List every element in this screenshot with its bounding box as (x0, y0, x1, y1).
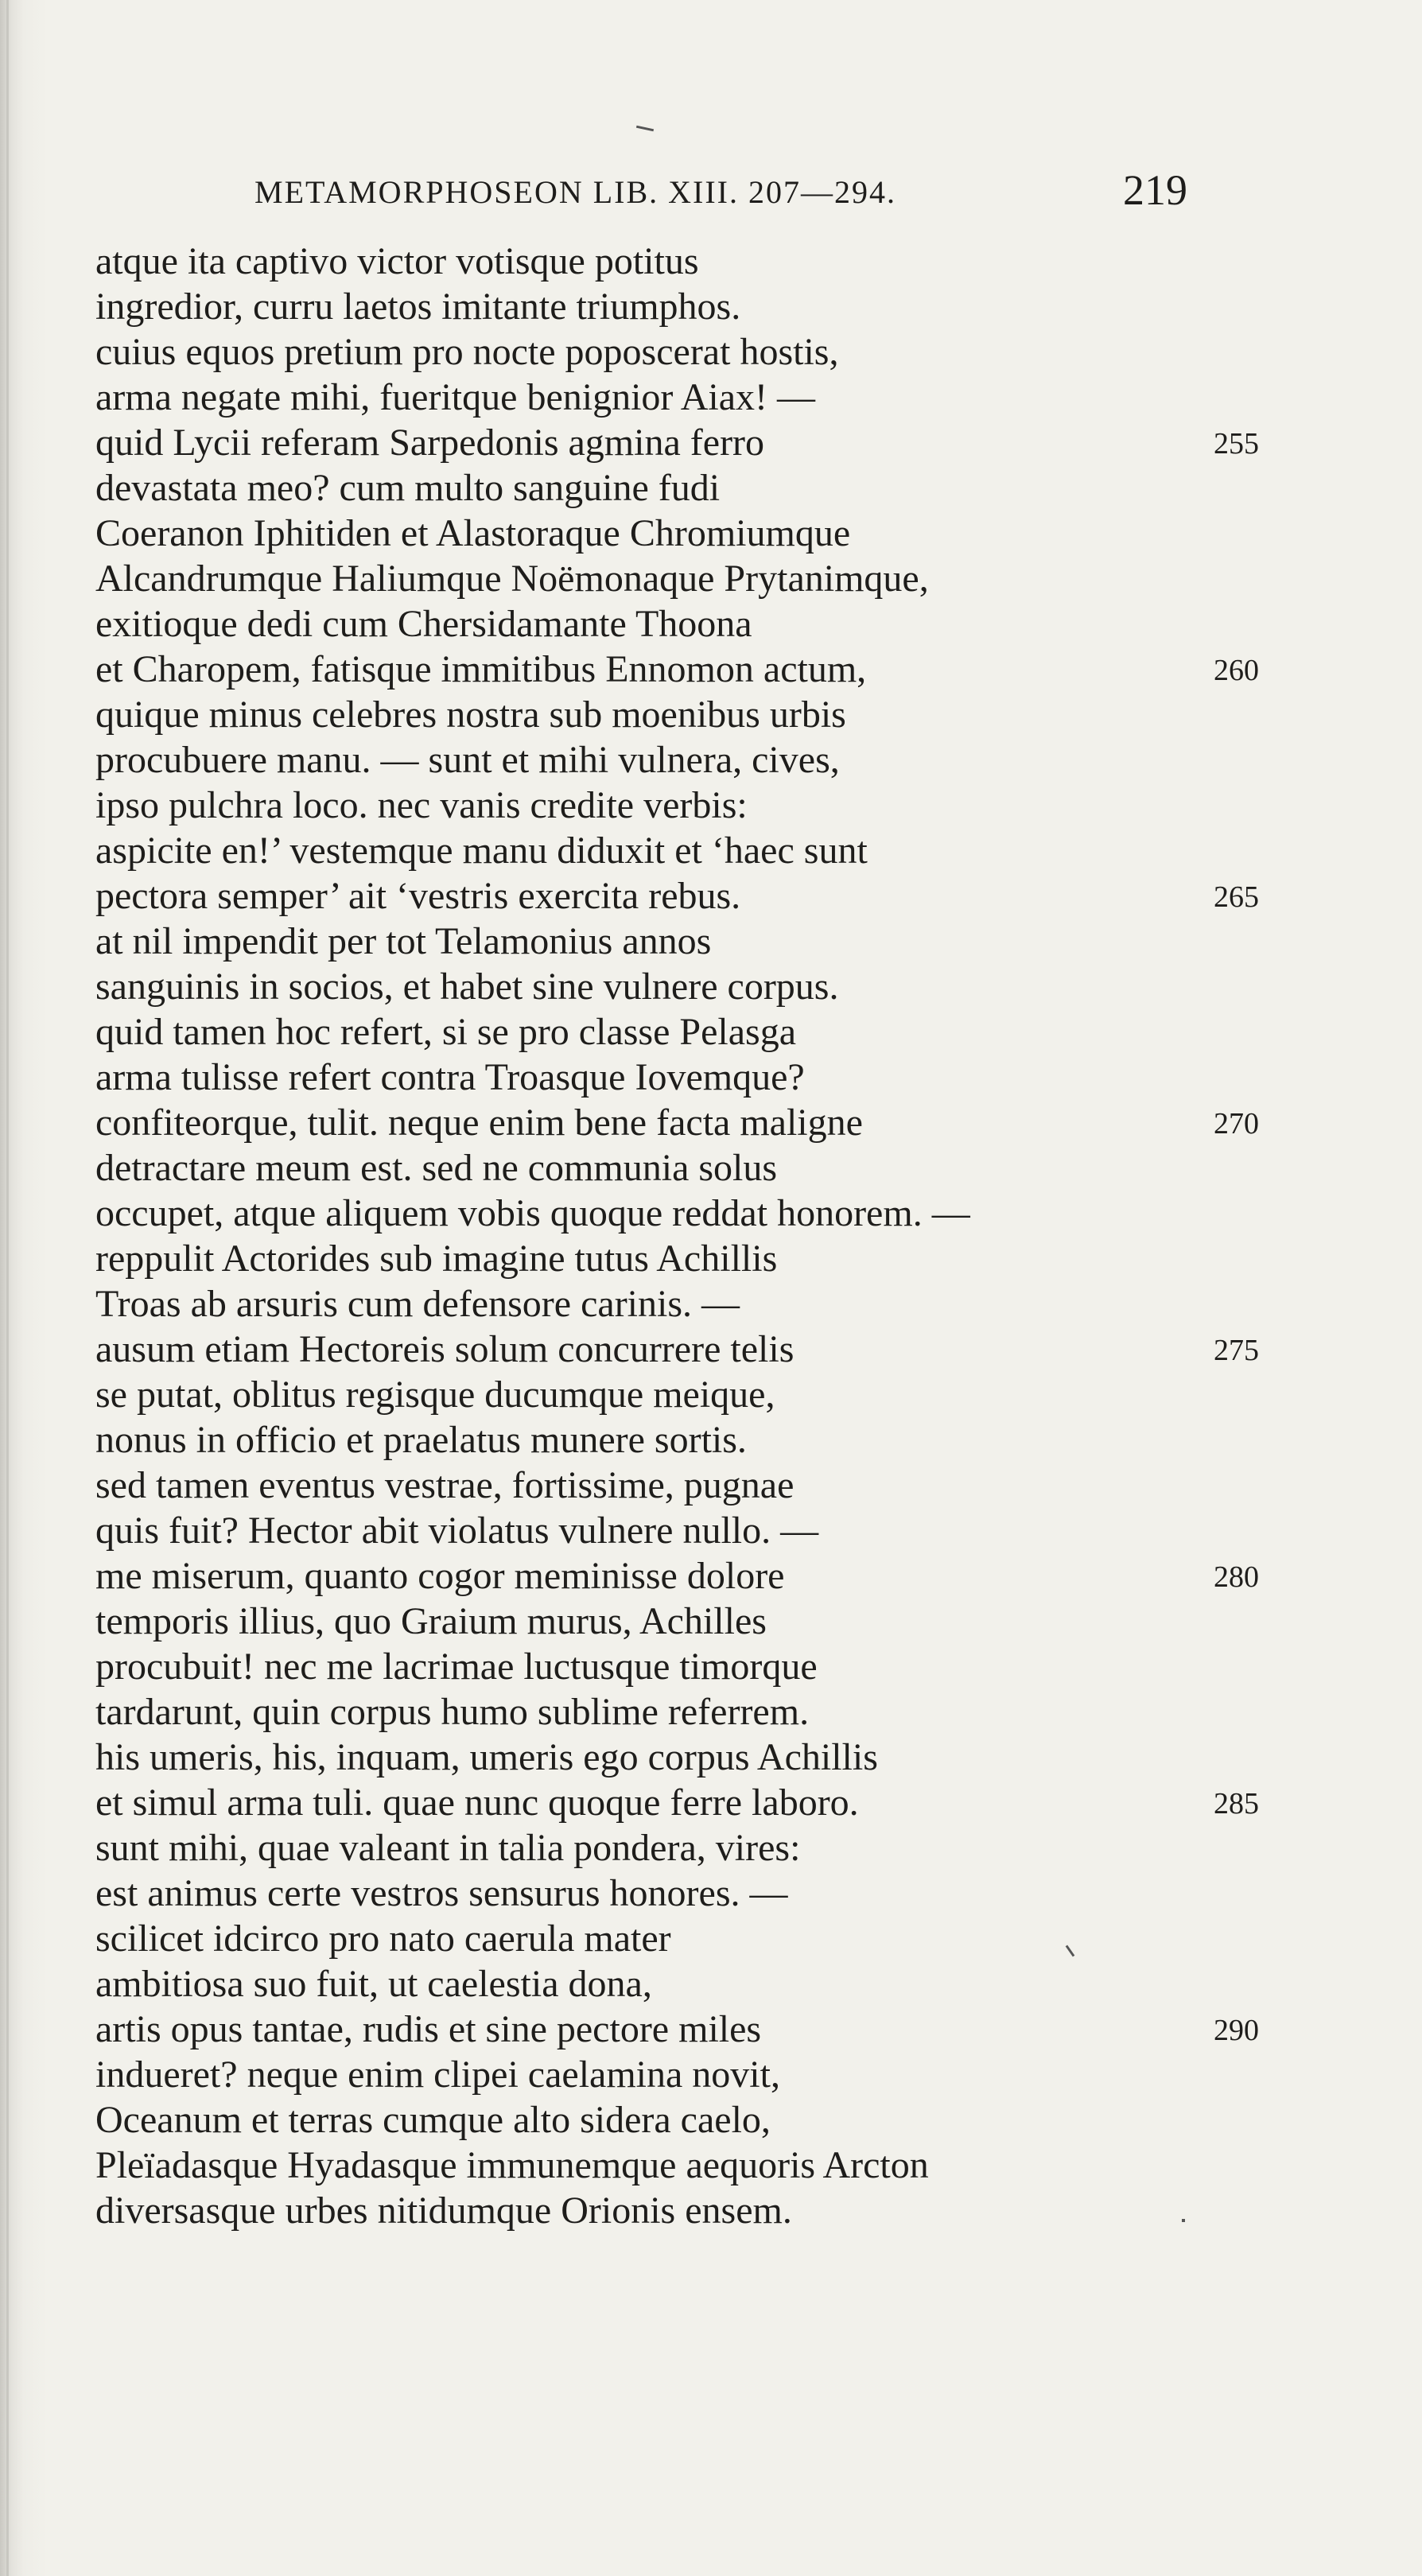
verse-line (95, 465, 1416, 511)
verse-line (95, 1644, 1416, 1689)
verse-line (95, 375, 1416, 420)
verse-line (95, 1780, 1416, 1825)
line-number: 255 (1214, 427, 1259, 460)
verse-line (95, 1871, 1416, 1916)
verse-line (95, 329, 1416, 375)
verse-line-text: est animus certe vestros sensurus honores. — (95, 1872, 788, 1914)
verse-line-text: diversasque urbes nitidumque Orionis ensem. (95, 2189, 792, 2232)
verse-line-text: confiteorque, tulit. neque enim bene facta maligne (95, 1102, 863, 1144)
verse-line (95, 1825, 1416, 1871)
verse-line (95, 1372, 1416, 1417)
verse-line (95, 1236, 1416, 1281)
verse-line-text: pectora semper’ ait ‘vestris exercita rebus. (95, 875, 741, 917)
verse-line (95, 2097, 1416, 2143)
page-header (0, 165, 1422, 221)
verse-line-text: Oceanum et terras cumque alto sidera caelo, (95, 2099, 771, 2141)
verse-line-text: at nil impendit per tot Telamonius annos (95, 920, 712, 962)
verse-line-text: se putat, oblitus regisque ducumque meique, (95, 1373, 775, 1416)
verse-line-text: indueret? neque enim clipei caelamina novit, (95, 2053, 780, 2096)
line-number: 270 (1214, 1107, 1259, 1140)
verse-line (95, 1599, 1416, 1644)
verse-line-text: cuius equos pretium pro nocte poposcerat hostis, (95, 331, 839, 373)
verse-line (95, 873, 1416, 919)
verse-line-text: sed tamen eventus vestrae, fortissime, pugnae (95, 1464, 795, 1506)
verse-line (95, 2143, 1416, 2188)
verse-line-text: detractare meum est. sed ne communia solus (95, 1147, 778, 1189)
verse-line (95, 1916, 1416, 1961)
verse-line (95, 692, 1416, 737)
verse-line (95, 2007, 1416, 2052)
verse-line (95, 239, 1416, 284)
verse-line (95, 1009, 1416, 1055)
line-number: 275 (1214, 1334, 1259, 1367)
line-number: 280 (1214, 1560, 1259, 1594)
verse-line-text: Troas ab arsuris cum defensore carinis. — (95, 1283, 740, 1325)
verse-line-text: ingredior, curru laetos imitante triumphos. (95, 286, 741, 328)
verse-line (95, 783, 1416, 828)
verse-line-text: quid Lycii referam Sarpedonis agmina ferro (95, 422, 765, 464)
verse-line-text: sunt mihi, quae valeant in talia pondera, vires: (95, 1827, 801, 1869)
verse-line (95, 1553, 1416, 1599)
verse-line (95, 1508, 1416, 1553)
running-head: METAMORPHOSEON LIB. XIII. 207—294. (254, 174, 897, 210)
verse-line-text: quid tamen hoc refert, si se pro classe Pelasga (95, 1011, 797, 1053)
verse-line-text: his umeris, his, inquam, umeris ego corpus Achillis (95, 1736, 878, 1778)
verse-line-text: et Charopem, fatisque immitibus Ennomon actum, (95, 648, 867, 690)
verse-line (95, 1191, 1416, 1236)
ink-speck (636, 126, 654, 132)
verse-line-text: sanguinis in socios, et habet sine vulnere corpus. (95, 966, 839, 1008)
verse-line (95, 647, 1416, 692)
verse-line-text: aspicite en!’ vestemque manu diduxit et ‘haec sunt (95, 830, 868, 872)
verse-line (95, 1281, 1416, 1327)
line-number: 265 (1214, 880, 1259, 914)
line-number: 285 (1214, 1787, 1259, 1820)
verse-line-text: reppulit Actorides sub imagine tutus Achillis (95, 1237, 778, 1280)
verse-line-text: procubuere manu. — sunt et mihi vulnera, cives, (95, 739, 840, 781)
page-number: 219 (1123, 166, 1187, 214)
verse-line-text: ausum etiam Hectoreis solum concurrere telis (95, 1328, 795, 1370)
verse-line-text: me miserum, quanto cogor meminisse dolore (95, 1555, 785, 1597)
verse-line (95, 1417, 1416, 1463)
verse-line (95, 284, 1416, 329)
verse-line-text: ipso pulchra loco. nec vanis credite verbis: (95, 784, 748, 826)
verse-line-text: arma negate mihi, fueritque benignior Aiax! — (95, 376, 816, 418)
verse-line (95, 964, 1416, 1009)
verse-line-text: et simul arma tuli. quae nunc quoque ferre laboro. (95, 1781, 859, 1824)
verse-line-text: nonus in officio et praelatus munere sortis. (95, 1419, 747, 1461)
verse-line-text: Pleïadasque Hyadasque immunemque aequoris Arcton (95, 2144, 929, 2186)
verse-line (95, 919, 1416, 964)
verse-line (95, 601, 1416, 647)
verse-line (95, 420, 1416, 465)
verse-line-text: arma tulisse refert contra Troasque Iovemque? (95, 1056, 805, 1098)
verse-line (95, 1463, 1416, 1508)
verse-line-text: atque ita captivo victor votisque potitus (95, 240, 699, 282)
verse-line (95, 1327, 1416, 1372)
verse-line (95, 2188, 1416, 2233)
verse-line (95, 1100, 1416, 1145)
verse-line (95, 737, 1416, 783)
verse-line-text: exitioque dedi cum Chersidamante Thoona (95, 603, 752, 645)
verse-line (95, 556, 1416, 601)
verse-line (95, 828, 1416, 873)
verse-line (95, 1961, 1416, 2007)
verse-line-text: Coeranon Iphitiden et Alastoraque Chromiumque (95, 512, 851, 554)
verse-line (95, 511, 1416, 556)
binding-edge (6, 0, 9, 2576)
line-number: 260 (1214, 654, 1259, 687)
verse-line-text: ambitiosa suo fuit, ut caelestia dona, (95, 1963, 652, 2005)
verse-line-text: tardarunt, quin corpus humo sublime referrem. (95, 1691, 810, 1733)
line-number: 290 (1214, 2014, 1259, 2047)
verse-line-text: Alcandrumque Haliumque Noëmonaque Prytanimque, (95, 558, 929, 600)
verse-line (95, 2052, 1416, 2097)
verse-line (95, 1735, 1416, 1780)
verse-line-text: devastata meo? cum multo sanguine fudi (95, 467, 721, 509)
verse-line (95, 1055, 1416, 1100)
verse-line (95, 1689, 1416, 1735)
verse-line-text: quique minus celebres nostra sub moenibus urbis (95, 694, 846, 736)
verse-line-text: procubuit! nec me lacrimae luctusque timorque (95, 1645, 818, 1688)
verse-line-text: occupet, atque aliquem vobis quoque reddat honorem. — (95, 1192, 970, 1234)
verse-line (95, 1145, 1416, 1191)
verse-line-text: artis opus tantae, rudis et sine pectore miles (95, 2008, 762, 2050)
verse-line-text: scilicet idcirco pro nato caerula mater (95, 1917, 671, 1960)
verse-line-text: quis fuit? Hector abit violatus vulnere nullo. — (95, 1509, 819, 1552)
verse-line-text: temporis illius, quo Graium murus, Achilles (95, 1600, 767, 1642)
